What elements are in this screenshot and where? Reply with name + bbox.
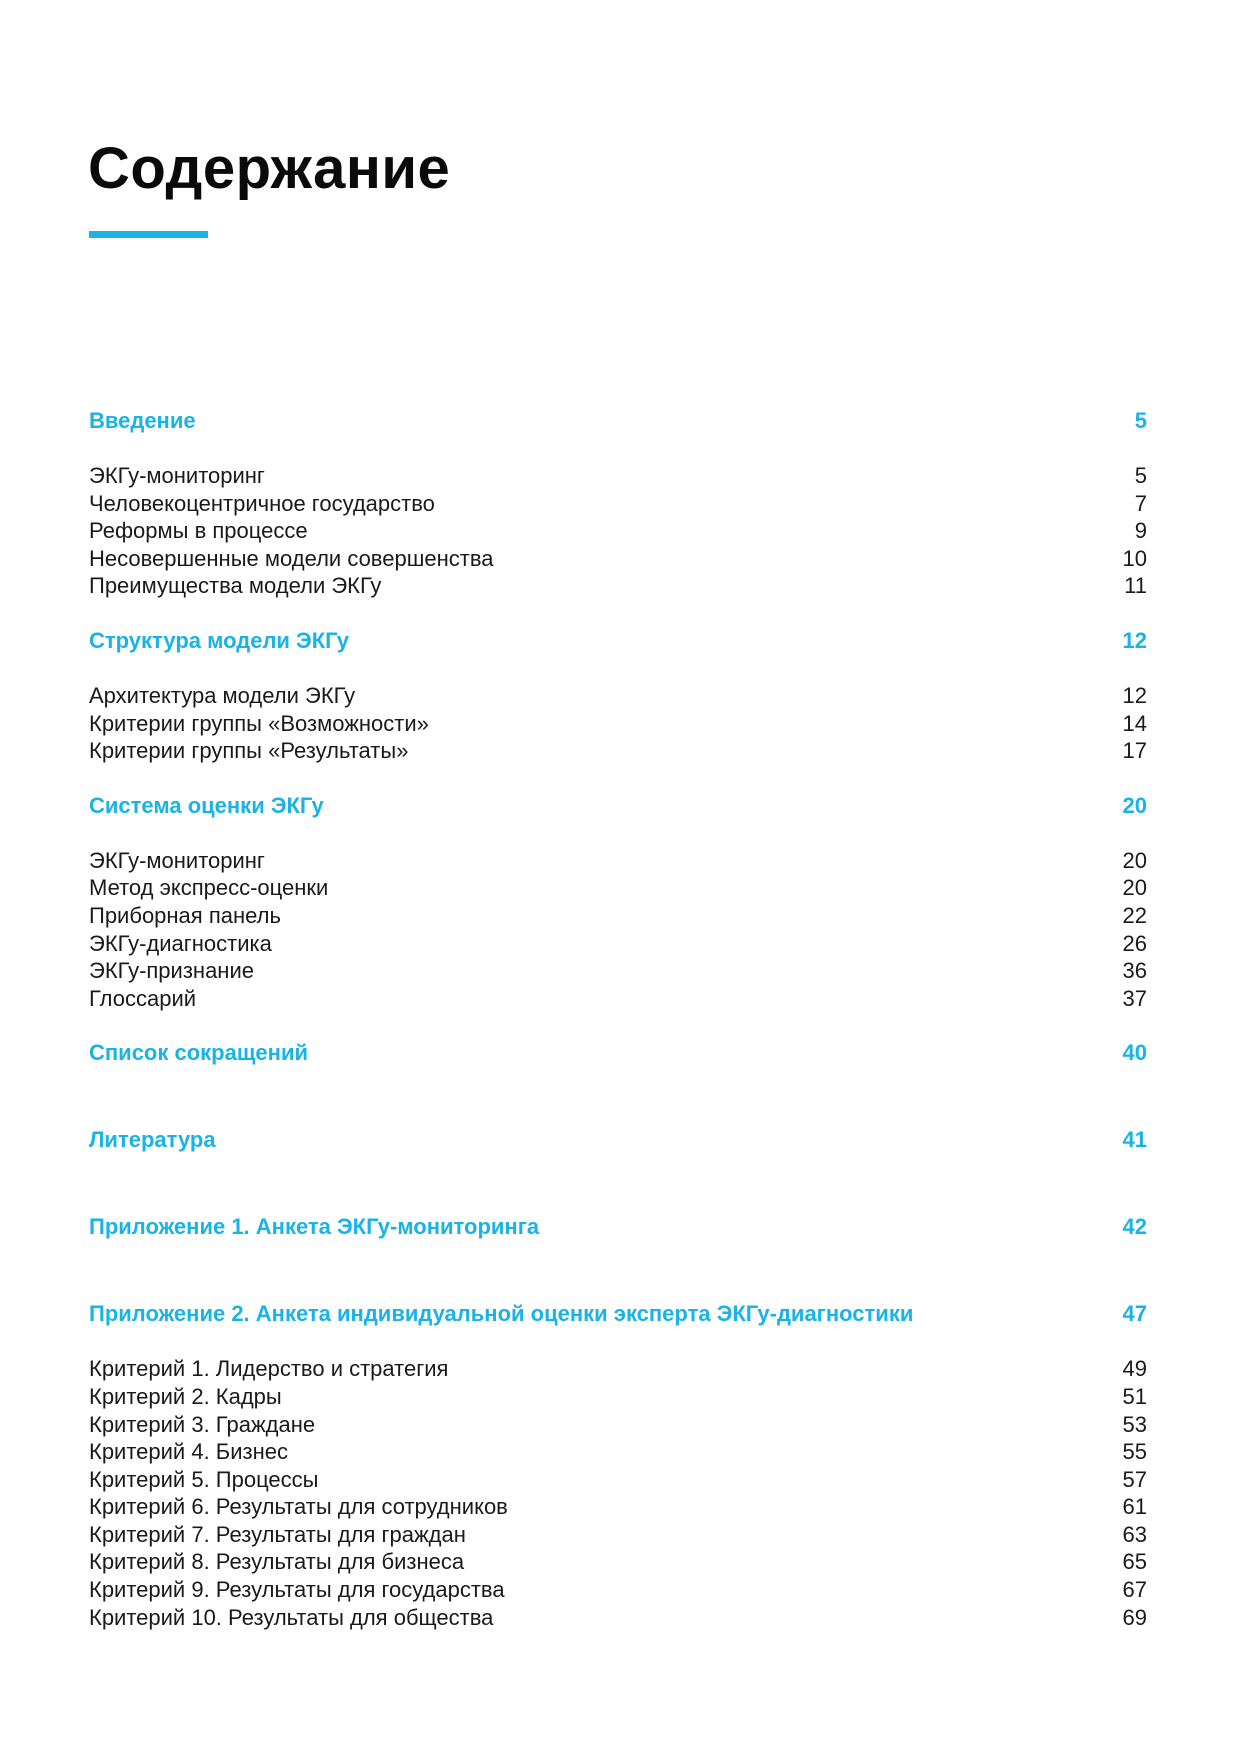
section-page-number: 47 <box>1122 1301 1147 1327</box>
page-title: Содержание <box>88 136 451 201</box>
toc-item[interactable] <box>89 902 1147 930</box>
toc-item-page-number: 12 <box>1122 682 1147 708</box>
section-title: Приложение 1. Анкета ЭКГу-мониторинга <box>89 1214 540 1240</box>
toc-item-page-number: 36 <box>1122 958 1147 984</box>
toc-item-label: Критерий 7. Результаты для граждан <box>89 1521 466 1547</box>
toc-item-page-number: 57 <box>1122 1466 1147 1492</box>
toc-section-heading[interactable] <box>89 1124 1147 1156</box>
toc-item-list <box>89 1355 1147 1631</box>
toc-item[interactable] <box>89 930 1147 958</box>
toc-item-list <box>89 682 1147 765</box>
section-page-number: 40 <box>1122 1040 1147 1066</box>
toc-item-list <box>89 847 1147 1013</box>
section-title: Литература <box>89 1127 216 1153</box>
section-page-number: 5 <box>1134 408 1147 433</box>
toc-item-label: Глоссарий <box>89 985 197 1011</box>
toc-item-label: Критерий 5. Процессы <box>89 1466 319 1492</box>
section-page-number: 20 <box>1122 792 1147 818</box>
toc-item[interactable] <box>89 874 1147 902</box>
toc-item-label: Критерии группы «Возможности» <box>89 710 429 736</box>
toc-item-page-number: 53 <box>1122 1411 1147 1437</box>
toc-item[interactable] <box>89 737 1147 765</box>
toc-item-label: Приборная панель <box>89 902 281 928</box>
toc-item-page-number: 11 <box>1124 573 1147 599</box>
toc-item-page-number: 55 <box>1122 1439 1147 1465</box>
toc-item[interactable] <box>89 1548 1147 1576</box>
toc-item-page-number: 17 <box>1122 738 1147 764</box>
toc-section <box>89 1211 1147 1243</box>
toc-item-page-number: 51 <box>1122 1383 1147 1409</box>
toc-item-label: ЭКГу-диагностика <box>89 930 272 956</box>
toc-item[interactable] <box>89 462 1147 490</box>
toc-item-label: Критерий 1. Лидерство и стратегия <box>89 1356 449 1382</box>
toc-item-label: Критерии группы «Результаты» <box>89 738 409 764</box>
toc-item-label: ЭКГу-мониторинг <box>89 463 265 488</box>
section-page-number: 12 <box>1122 627 1147 653</box>
toc-section <box>89 1298 1147 1631</box>
section-title: Приложение 2. Анкета индивидуальной оценки эксперта ЭКГу-диагностики <box>89 1301 914 1327</box>
toc-item-label: Критерий 9. Результаты для государства <box>89 1577 505 1603</box>
toc-item[interactable] <box>89 985 1147 1013</box>
toc-item[interactable] <box>89 1438 1147 1466</box>
toc-item[interactable] <box>89 1466 1147 1494</box>
toc-item-label: Критерий 10. Результаты для общества <box>89 1604 494 1630</box>
toc-section <box>89 1124 1147 1156</box>
toc-section-heading[interactable] <box>89 625 1147 657</box>
toc-item[interactable] <box>89 1493 1147 1521</box>
toc-item-label: Реформы в процессе <box>89 518 308 544</box>
toc-item[interactable] <box>89 1411 1147 1439</box>
section-title: Система оценки ЭКГу <box>89 792 324 818</box>
toc-item-page-number: 22 <box>1122 902 1147 928</box>
toc-item[interactable] <box>89 490 1147 518</box>
toc-item[interactable] <box>89 1604 1147 1632</box>
toc-item-page-number: 49 <box>1122 1356 1147 1382</box>
toc-item-page-number: 7 <box>1134 490 1147 516</box>
toc-item-label: Метод экспресс-оценки <box>89 875 329 901</box>
toc-item[interactable] <box>89 847 1147 875</box>
toc-item[interactable] <box>89 957 1147 985</box>
toc-item[interactable] <box>89 682 1147 710</box>
toc-item-label: Преимущества модели ЭКГу <box>89 573 382 599</box>
toc-item-page-number: 20 <box>1122 875 1147 901</box>
toc-item[interactable] <box>89 517 1147 545</box>
toc-item-label: Критерий 6. Результаты для сотрудников <box>89 1494 508 1520</box>
toc-item-page-number: 65 <box>1122 1549 1147 1575</box>
toc-item-label: Архитектура модели ЭКГу <box>89 682 356 708</box>
toc-item-list <box>89 462 1147 600</box>
toc-section <box>89 1037 1147 1069</box>
toc-item-label: Человекоцентричное государство <box>89 490 435 516</box>
toc-item-label: ЭКГу-мониторинг <box>89 847 265 873</box>
toc-item-page-number: 5 <box>1134 463 1147 488</box>
toc-item[interactable] <box>89 545 1147 573</box>
toc-item-label: ЭКГу-признание <box>89 958 254 984</box>
toc-item-label: Критерий 8. Результаты для бизнеса <box>89 1549 465 1575</box>
toc-item[interactable] <box>89 710 1147 738</box>
toc-item-label: Критерий 4. Бизнес <box>89 1439 288 1465</box>
toc-item[interactable] <box>89 572 1147 600</box>
toc-item-label: Критерий 3. Граждане <box>89 1411 316 1437</box>
section-title: Введение <box>89 408 196 433</box>
section-page-number: 41 <box>1122 1127 1147 1153</box>
toc-item-page-number: 63 <box>1122 1521 1147 1547</box>
toc-item-label: Критерий 2. Кадры <box>89 1383 282 1409</box>
toc-item[interactable] <box>89 1576 1147 1604</box>
toc-item-page-number: 26 <box>1122 930 1147 956</box>
toc-item-page-number: 67 <box>1122 1577 1147 1603</box>
toc-section <box>89 405 1147 600</box>
toc-item-page-number: 20 <box>1122 847 1147 873</box>
toc-item-page-number: 69 <box>1122 1604 1147 1630</box>
table-of-contents <box>89 405 1147 1656</box>
toc-item-label: Несовершенные модели совершенства <box>89 545 494 571</box>
toc-section-heading[interactable] <box>89 405 1147 437</box>
toc-section-heading[interactable] <box>89 1211 1147 1243</box>
toc-item[interactable] <box>89 1383 1147 1411</box>
section-page-number: 42 <box>1122 1214 1147 1240</box>
toc-section-heading[interactable] <box>89 1037 1147 1069</box>
section-title: Структура модели ЭКГу <box>89 627 350 653</box>
toc-item-page-number: 37 <box>1122 985 1147 1011</box>
toc-section-heading[interactable] <box>89 1298 1147 1330</box>
toc-section <box>89 790 1147 1013</box>
toc-item-page-number: 14 <box>1122 710 1147 736</box>
toc-item-page-number: 61 <box>1122 1494 1147 1520</box>
toc-section <box>89 625 1147 765</box>
toc-section-heading[interactable] <box>89 790 1147 822</box>
title-underline <box>89 231 208 238</box>
toc-item-page-number: 9 <box>1134 518 1147 544</box>
toc-item[interactable] <box>89 1521 1147 1549</box>
toc-item-page-number: 10 <box>1122 545 1147 571</box>
section-title: Список сокращений <box>89 1040 308 1066</box>
toc-item[interactable] <box>89 1355 1147 1383</box>
